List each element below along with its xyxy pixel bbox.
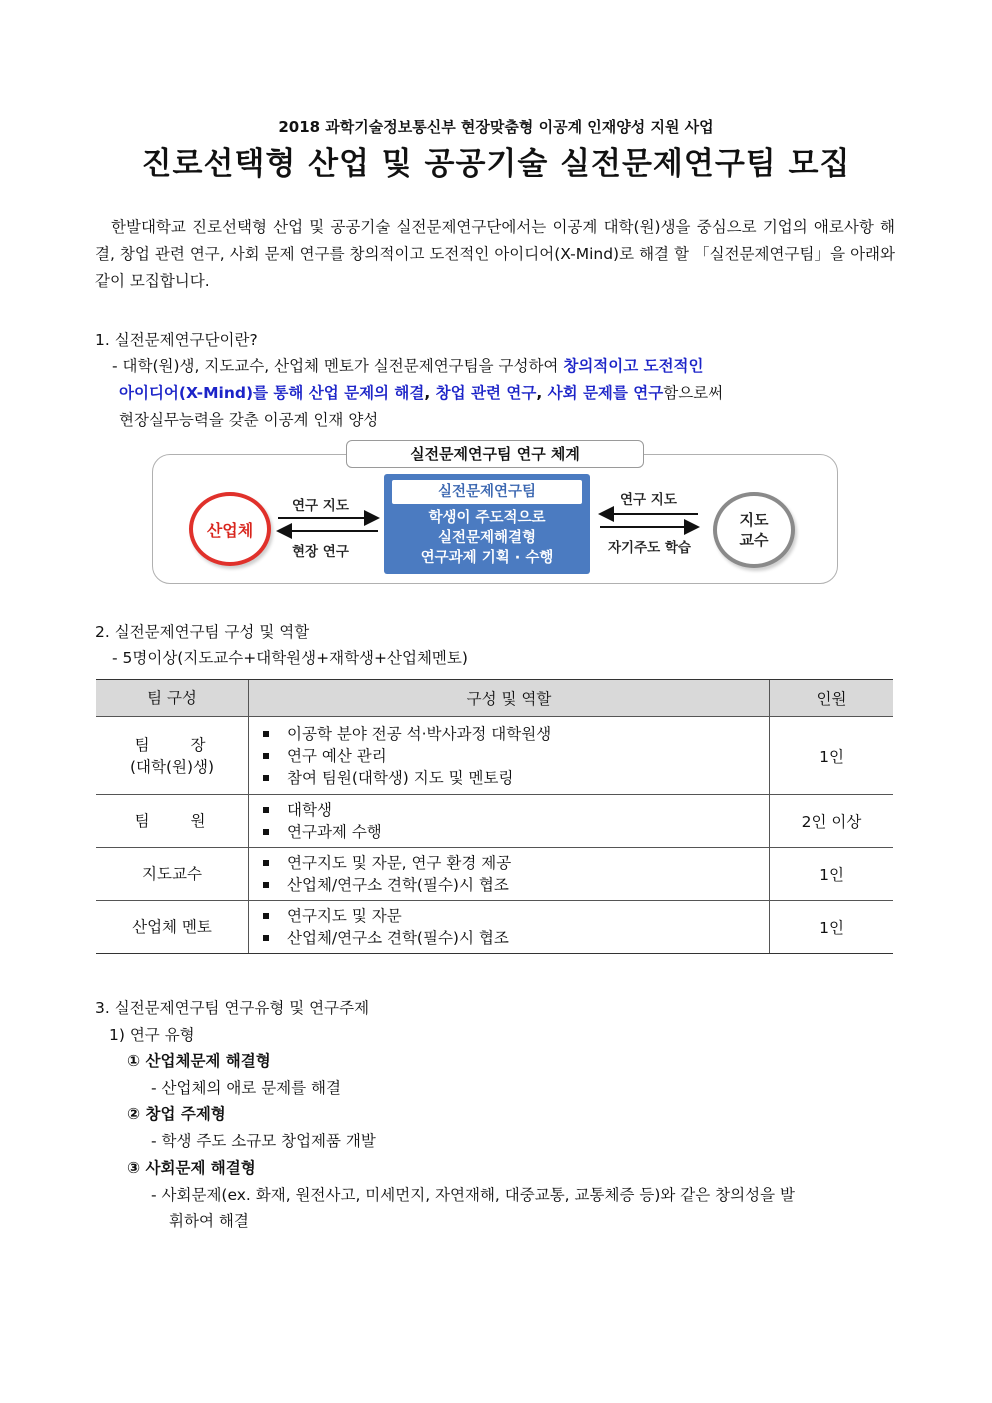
row-team-name: 팀 원 <box>134 812 224 830</box>
row-count: 2인 이상 <box>770 795 893 848</box>
section1-line2-blue3: 사회 문제를 연구 <box>547 384 664 402</box>
role-item: 연구지도 및 자문, 연구 환경 제공 <box>259 852 769 874</box>
left-bottom-arrow-label: 현장 연구 <box>292 544 349 560</box>
row-count: 1인 <box>770 848 893 901</box>
type3-title: ③ 사회문제 해결형 <box>127 1159 256 1177</box>
table-row <box>96 848 893 901</box>
row-roles <box>249 717 770 795</box>
section2-heading: 2. 실전문제연구팀 구성 및 역할 <box>95 623 310 641</box>
role-item: 이공학 분야 전공 석·박사과정 대학원생 <box>259 723 769 745</box>
left-top-arrow-label: 연구 지도 <box>292 498 349 514</box>
diagram-title: 실전문제연구팀 연구 체계 <box>346 440 644 468</box>
role-item: 연구 예산 관리 <box>259 745 769 767</box>
role-item: 연구지도 및 자문 <box>259 905 769 927</box>
section1-line2 <box>119 380 723 406</box>
section1-heading: 1. 실전문제연구단이란? <box>95 331 258 349</box>
header-count: 인원 <box>770 680 893 717</box>
research-team-box-label: 실전문제연구팀 <box>392 480 582 504</box>
center-line-2: 실전문제해결형 <box>437 530 537 546</box>
industry-circle-label: 산업체 <box>206 520 254 540</box>
professor-circle-line2: 교수 <box>739 531 769 549</box>
row-team <box>96 717 249 795</box>
section1-line2-sep2: , <box>536 384 548 402</box>
type1-title: ① 산업체문제 해결형 <box>127 1052 271 1070</box>
header-roles: 구성 및 역할 <box>249 680 770 717</box>
section2-subline: - 5명이상(지도교수+대학원생+재학생+산업체멘토) <box>112 649 468 667</box>
type1-desc: - 산업체의 애로 문제를 해결 <box>151 1079 342 1097</box>
row-roles <box>249 795 770 848</box>
right-bottom-arrow-label: 자기주도 학습 <box>608 540 691 556</box>
row-count: 1인 <box>770 717 893 795</box>
table-header-row <box>96 680 893 717</box>
team-roles-table <box>96 679 893 954</box>
type2-title: ② 창업 주제형 <box>127 1105 226 1123</box>
right-top-arrow-label: 연구 지도 <box>620 492 677 508</box>
section1-line2-sep1: , <box>424 384 436 402</box>
section1-line1-blue: 창의적이고 도전적인 <box>563 357 704 375</box>
section3-subheading: 1) 연구 유형 <box>109 1026 195 1044</box>
section1-line1 <box>112 353 704 379</box>
row-count: 1인 <box>770 901 893 954</box>
program-subtitle: 2018 과학기술정보통신부 현장맞춤형 이공계 인재양성 지원 사업 <box>278 118 714 136</box>
role-item: 산업체/연구소 견학(필수)시 협조 <box>259 927 769 949</box>
section1-line2-blue1: 아이디어(X-Mind)를 통해 산업 문제의 해결 <box>119 384 425 402</box>
page-title: 진로선택형 산업 및 공공기술 실전문제연구팀 모집 <box>141 146 851 182</box>
header-team: 팀 구성 <box>96 680 249 717</box>
section1-line1-plain: - 대학(원)생, 지도교수, 산업체 멘토가 실전문제연구팀을 구성하여 <box>112 357 564 375</box>
row-team-name: 팀 장 <box>134 735 224 754</box>
diagram-arrows <box>152 440 840 586</box>
table-row <box>96 717 893 795</box>
section1-line3: 현장실무능력을 갖춘 이공계 인재 양성 <box>119 411 379 429</box>
intro-text: 한발대학교 진로선택형 산업 및 공공기술 실전문제연구단에서는 이공계 대학(원)생을 중심으로 기업의 애로사항 해결, 창업 관련 연구, 사회 문제 연구를 창의적이고 도전적인 아이디어(X-Mind)로 해결 할 「실전문제연구팀」을 아래와 같이 모집합니다. <box>95 218 895 290</box>
row-team: 산업체 멘토 <box>96 901 249 954</box>
row-roles <box>249 848 770 901</box>
row-team <box>96 795 249 848</box>
row-team: 지도교수 <box>96 848 249 901</box>
type3-desc2: 휘하여 해결 <box>169 1212 249 1230</box>
professor-circle-line1: 지도 <box>739 511 769 529</box>
role-item: 참여 팀원(대학생) 지도 및 멘토링 <box>259 767 769 789</box>
table-row <box>96 901 893 954</box>
section1-line2-blue2: 창업 관련 연구 <box>435 384 537 402</box>
section1-line2-plain: 함으로써 <box>663 384 724 402</box>
center-line-1: 학생이 주도적으로 <box>428 510 546 526</box>
intro-paragraph <box>95 214 895 295</box>
type3-desc: - 사회문제(ex. 화재, 원전사고, 미세먼지, 자연재해, 대중교통, 교통체증 등)와 같은 창의성을 발 <box>151 1186 795 1204</box>
center-line-3: 연구과제 기획 · 수행 <box>420 550 554 566</box>
section3-heading: 3. 실전문제연구팀 연구유형 및 연구주제 <box>95 999 370 1017</box>
role-item: 대학생 <box>259 799 769 821</box>
row-roles <box>249 901 770 954</box>
role-item: 연구과제 수행 <box>259 821 769 843</box>
table-row <box>96 795 893 848</box>
research-system-diagram <box>152 440 840 586</box>
row-team-sub: (대학(원)생) <box>129 757 215 776</box>
type2-desc: - 학생 주도 소규모 창업제품 개발 <box>151 1132 376 1150</box>
role-item: 산업체/연구소 견학(필수)시 협조 <box>259 874 769 896</box>
